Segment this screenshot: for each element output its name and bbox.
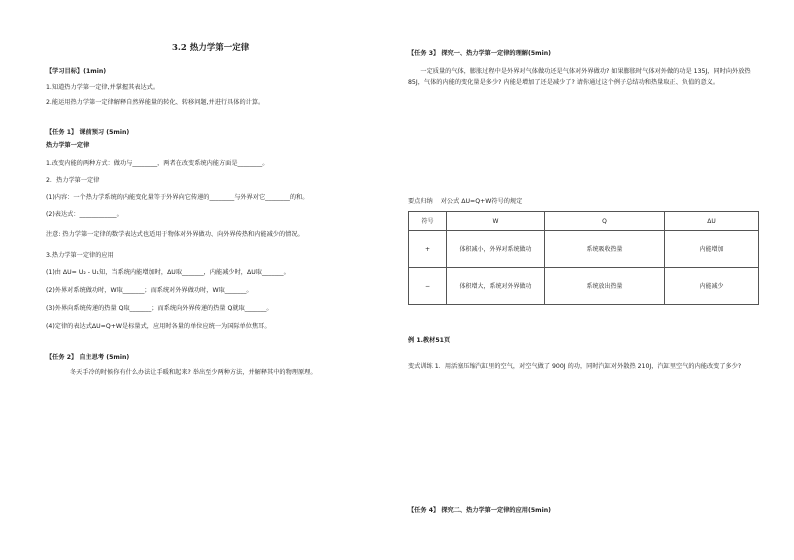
practice-text: 变式训练 1．用活塞压缩汽缸里的空气，对空气做了 900J 的功，同时汽缸对外散热 210J，汽缸里空气的内能改变了多少? [408, 363, 742, 370]
task3-header: 【任务 3】 探究一、热力学第一定律的理解(5min) [408, 50, 551, 57]
example-1: 例 1.教材51页 [408, 337, 451, 344]
sign-convention-table [408, 211, 759, 305]
table-cell: + [409, 231, 447, 268]
table-cell: 系统吸收热量 [545, 231, 665, 268]
task1-subheader: 热力学第一定律 [46, 142, 90, 149]
task2-header: 【任务 2】 自主思考 (5min) [46, 354, 130, 361]
table-header-cell: 符号 [409, 212, 447, 231]
table-cell: − [409, 268, 447, 305]
table-cell: 内能增加 [665, 231, 759, 268]
task1-line-3: (1)内容：一个热力学系统的内能变化量等于外界向它传递的________与外界对它________的和。 [46, 194, 309, 201]
table-row [409, 268, 759, 305]
table-header-row [409, 212, 759, 231]
task1-line-10: (4)定律的表达式ΔU=Q+W是标量式，应用时各量的单位应统一为国际单位焦耳。 [46, 323, 271, 330]
table-header-cell: Q [545, 212, 665, 231]
key-points-heading [408, 197, 522, 206]
table-cell: 系统放出热量 [545, 268, 665, 305]
key-points-label: 要点归纳 [408, 198, 433, 205]
table-header-cell: W [447, 212, 545, 231]
task1-line-8: (2)外界对系统做功时，W取_______；而系统对外界做功时，W取_______。 [46, 287, 253, 294]
task1-line-9: (3)外界向系统传递的热量 Q取_______；而系统向外界传递的热量 Q就取_______。 [46, 305, 273, 312]
task1-header: 【任务 1】 课前预习 (5min) [46, 129, 130, 136]
task1-line-7: (1)由 ΔU= U₂ - U₁知，当系统内能增加时，ΔU取_______，内能减少时，ΔU取_______。 [46, 269, 290, 276]
table-cell: 内能减少 [665, 268, 759, 305]
page-title: 3.2 热力学第一定律 [172, 43, 250, 53]
task1-line-6: 3.热力学第一定律的应用 [46, 252, 114, 259]
goals-header: 【学习目标】(1min) [46, 68, 107, 75]
task1-line-1: 1.改变内能的两种方式：做功与________，两者在改变系统内能方面是________。 [46, 160, 269, 167]
goal-item-1: 1.知道热力学第一定律,并掌握其表达式。 [46, 84, 160, 91]
table-cell: 体积增大，系统对外界做功 [447, 268, 545, 305]
task3-text: 一定质量的气体，膨胀过程中是外界对气体做功还是气体对外界做功? 如果膨胀时气体对外做的功是 135J，同时向外放热 85J，气体的内能的变化量是多少? 内能是增加了还是减少了? 请你通过这个例子总结功和热量取正、负值的意义。 [408, 68, 751, 86]
table-header-cell: ΔU [665, 212, 759, 231]
task1-line-2: 2．热力学第一定律 [46, 177, 100, 184]
key-points-text: 对公式 ΔU=Q+W符号的规定 [440, 198, 523, 205]
task1-line-4: (2)表达式：____________。 [46, 211, 123, 218]
table-row [409, 231, 759, 268]
goal-item-2: 2.能运用热力学第一定律解释自然界能量的转化、转移问题,并进行具体的计算。 [46, 99, 265, 106]
task1-note: 注意: 热力学第一定律的数学表达式也适用于物体对外界做功、向外界传热和内能减少的情况。 [46, 231, 304, 238]
task4-header: 【任务 4】 探究二、热力学第一定律的应用(5min) [408, 507, 551, 514]
task2-text: 冬天手冷的时候你有什么办法让手暖和起来? 举出至少两种方法，并解释其中的物理原理。 [70, 369, 317, 376]
table-cell: 体积减小，外界对系统做功 [447, 231, 545, 268]
